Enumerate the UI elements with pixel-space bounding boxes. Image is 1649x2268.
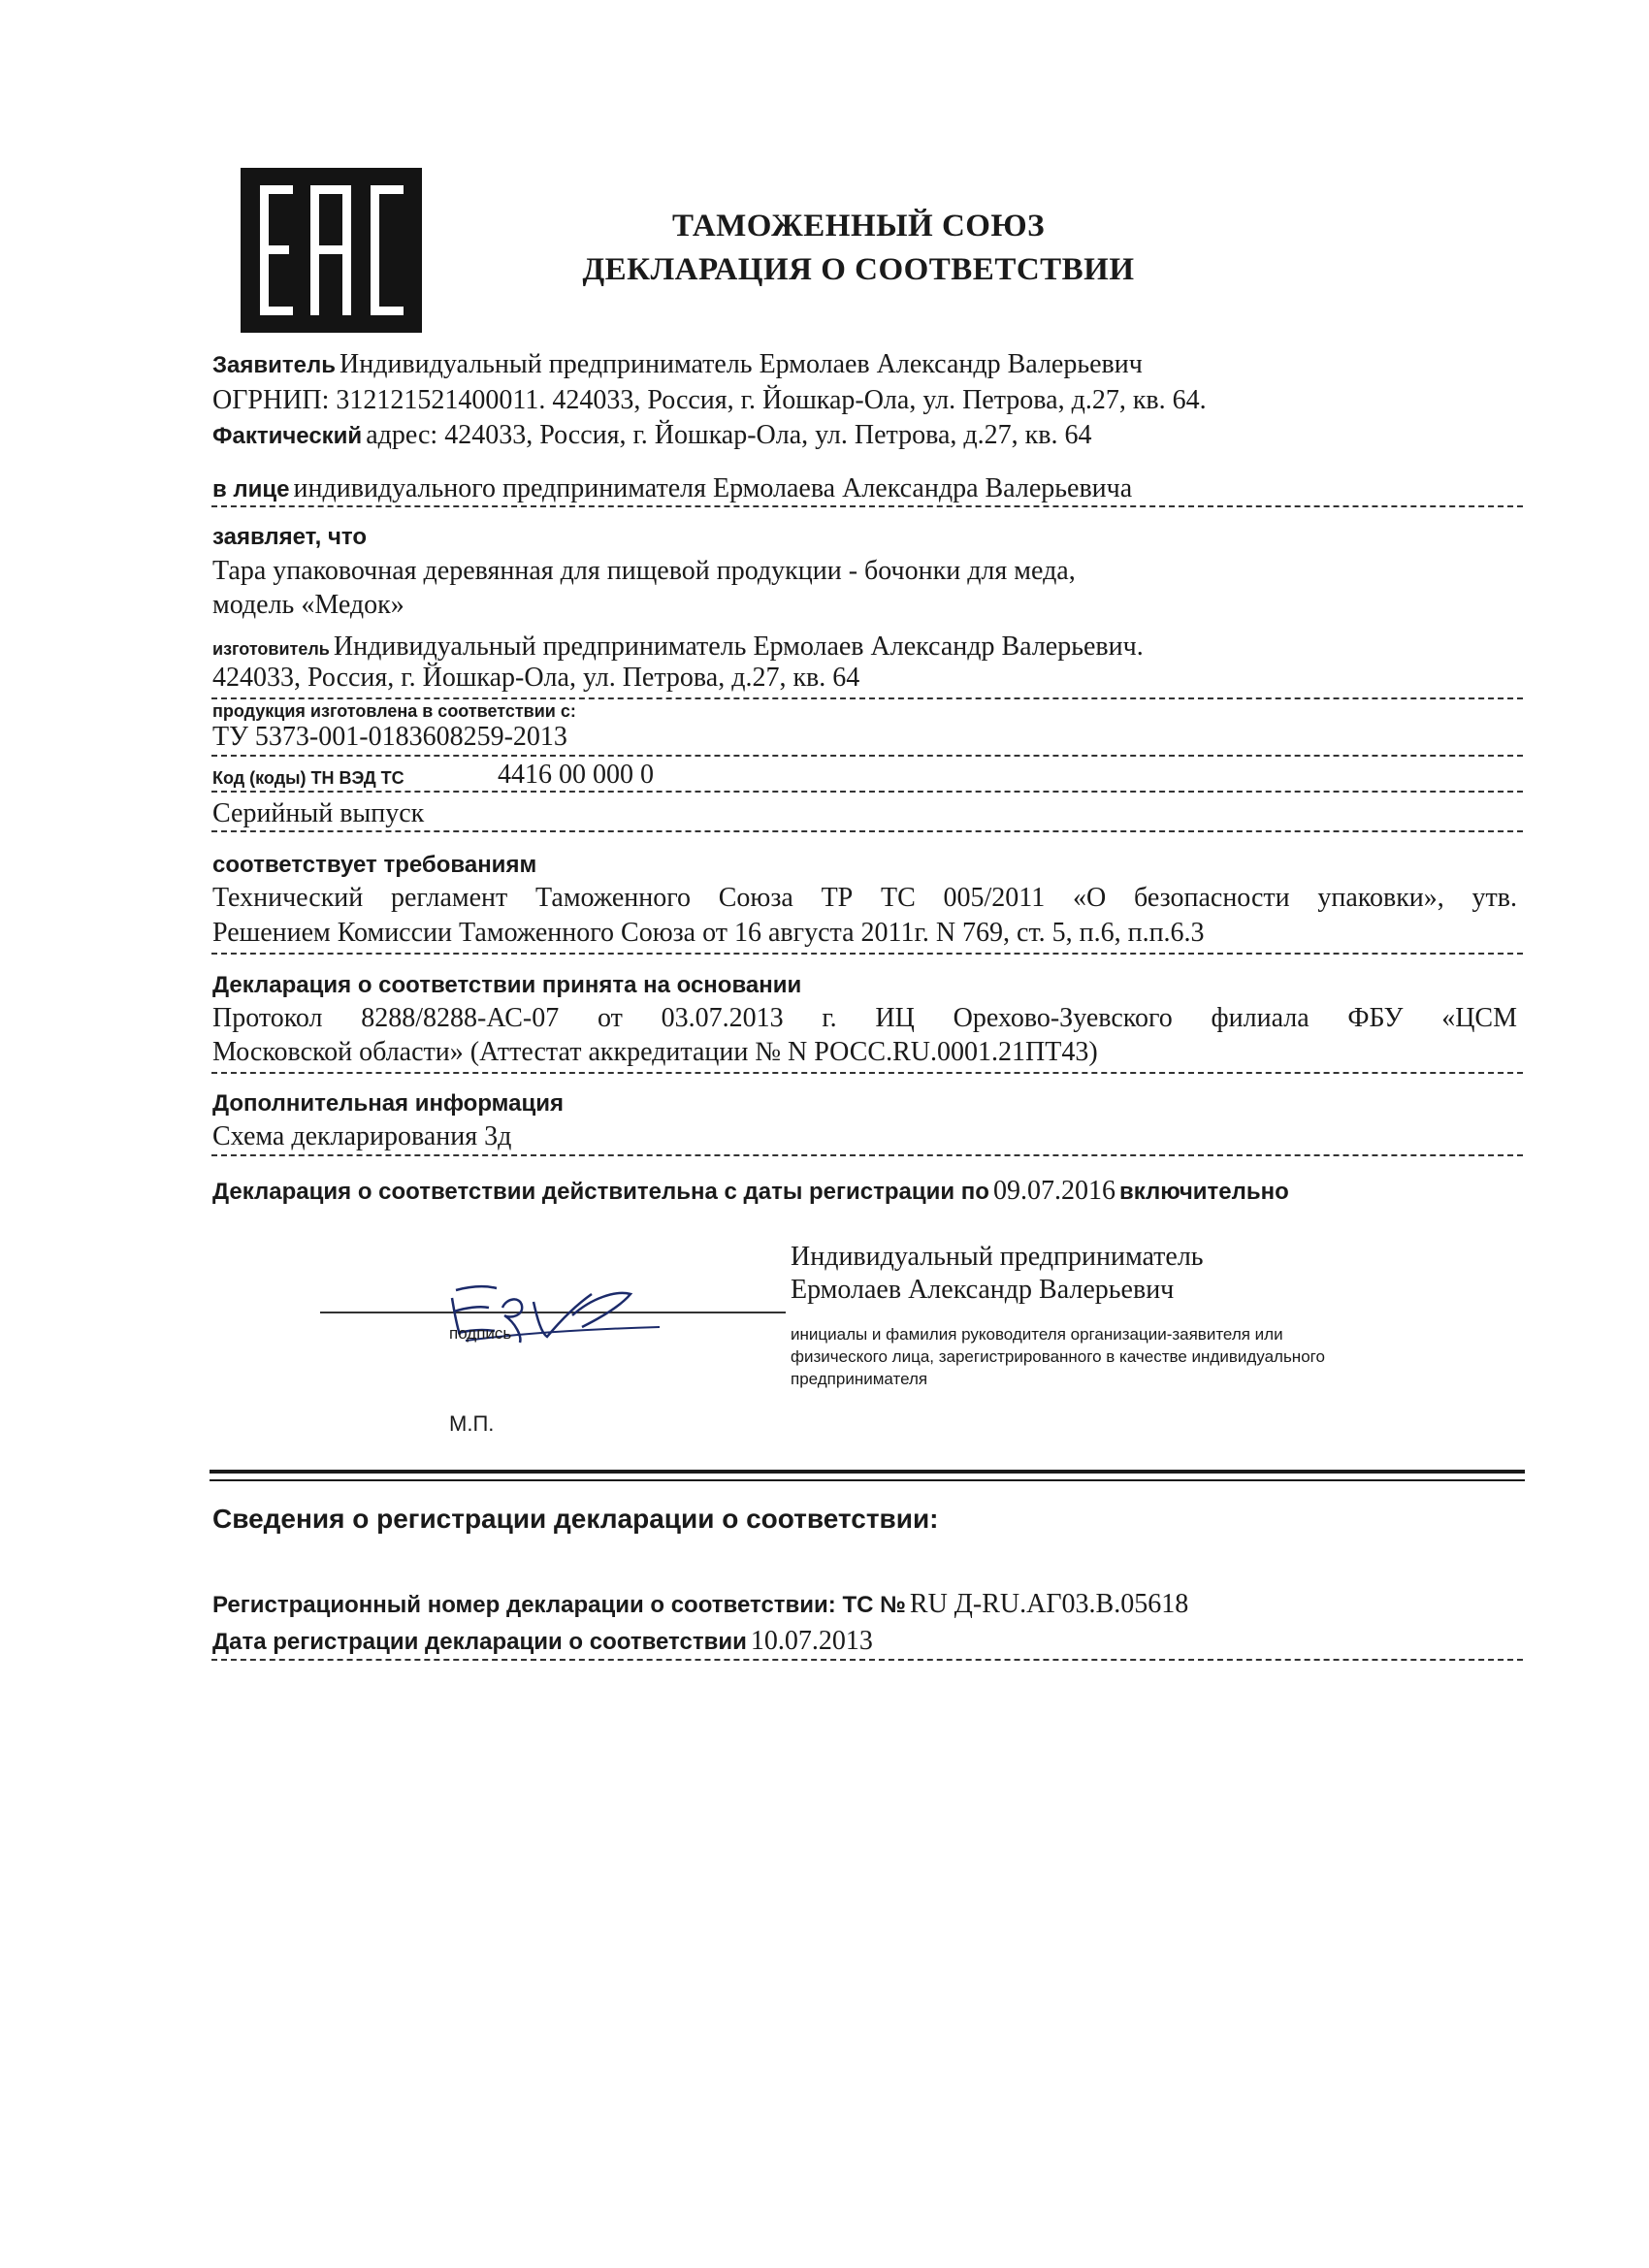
- divider: [211, 791, 1523, 793]
- validity-row: [212, 1176, 1289, 1207]
- serial-value: Серийный выпуск: [212, 798, 425, 828]
- applicant-name: Индивидуальный предприниматель Ермолаев Александр Валерьевич: [340, 349, 1143, 379]
- validity-date: 09.07.2016: [992, 1176, 1116, 1206]
- tnved-value: 4416 00 000 0: [498, 760, 654, 790]
- signer-note-line-2: физического лица, зарегистрированного в качестве индивидуального: [791, 1347, 1325, 1366]
- basis-line-2: Московской области» (Аттестат аккредитации № N РОСС.RU.0001.21ПТ43): [212, 1037, 1098, 1067]
- additional-label: Дополнительная информация: [212, 1090, 564, 1117]
- manufacturer-line-2: 424033, Россия, г. Йошкар-Ола, ул. Петрова, д.27, кв. 64: [212, 663, 860, 693]
- produced-per-label: продукция изготовлена в соответствии с:: [212, 701, 576, 721]
- signature-label: подпись: [449, 1324, 512, 1343]
- validity-prefix: Декларация о соответствии действительна с даты регистрации по: [212, 1179, 989, 1205]
- additional-value: Схема декларирования 3д: [212, 1121, 512, 1151]
- divider: [211, 953, 1523, 955]
- divider: [211, 830, 1523, 832]
- represented-by-value: индивидуального предпринимателя Ермолаева Александра Валерьевича: [293, 473, 1133, 503]
- requirements-label: соответствует требованиям: [212, 852, 537, 878]
- eac-logo: [241, 168, 422, 333]
- validity-suffix: включительно: [1118, 1179, 1289, 1205]
- registration-title: Сведения о регистрации декларации о соответствии:: [212, 1504, 939, 1534]
- applicant-ogrnip: ОГРНИП: 312121521400011. 424033, Россия, г. Йошкар-Ола, ул. Петрова, д.27, кв. 64.: [212, 385, 1207, 415]
- divider: [211, 697, 1523, 699]
- divider: [211, 755, 1523, 757]
- requirements-line-2: Решением Комиссии Таможенного Союза от 16 августа 2011г. N 769, ст. 5, п.6, п.п.6.3: [212, 918, 1205, 948]
- manufacturer-row: [212, 632, 1144, 663]
- represented-by-row: [212, 473, 1132, 504]
- divider: [211, 1154, 1523, 1156]
- signer-note-line-3: предпринимателя: [791, 1370, 928, 1388]
- basis-line-1: Протокол 8288/8288-АС-07 от 03.07.2013 г. ИЦ Орехово-Зуевского филиала ФБУ «ЦСМ: [212, 1003, 1517, 1033]
- represented-by-label: в лице: [212, 476, 290, 502]
- registration-date-label: Дата регистрации декларации о соответствии: [212, 1629, 747, 1655]
- tnved-label: Код (коды) ТН ВЭД ТС: [212, 768, 404, 788]
- registration-number-label: Регистрационный номер декларации о соответствии: ТС №: [212, 1592, 906, 1618]
- actual-address: адрес: 424033, Россия, г. Йошкар-Ола, ул. Петрова, д.27, кв. 64: [366, 420, 1092, 450]
- manufacturer-label: изготовитель: [212, 639, 330, 659]
- actual-address-row: [212, 420, 1091, 451]
- double-rule-top: [210, 1470, 1525, 1474]
- manufacturer-line-1: Индивидуальный предприниматель Ермолаев Александр Валерьевич.: [333, 632, 1144, 662]
- produced-per-value: ТУ 5373-001-0183608259-2013: [212, 722, 567, 752]
- signer-line-1: Индивидуальный предприниматель: [791, 1242, 1204, 1272]
- applicant-label: Заявитель: [212, 352, 336, 378]
- registration-number-value: RU Д-RU.АГ03.В.05618: [909, 1589, 1189, 1619]
- registration-date-row: [212, 1626, 873, 1657]
- header-title: ДЕКЛАРАЦИЯ О СООТВЕТСТВИИ: [582, 252, 1135, 287]
- divider: [211, 1659, 1523, 1661]
- declares-label: заявляет, что: [212, 524, 367, 550]
- header-union: ТАМОЖЕННЫЙ СОЮЗ: [671, 209, 1046, 243]
- signer-note-line-1: инициалы и фамилия руководителя организации-заявителя или: [791, 1325, 1283, 1344]
- requirements-line-1: Технический регламент Таможенного Союза ТР ТС 005/2011 «О безопасности упаковки», утв.: [212, 883, 1517, 913]
- product-line-2: модель «Медок»: [212, 590, 404, 620]
- registration-number-row: [212, 1589, 1188, 1620]
- divider: [211, 505, 1523, 507]
- divider: [211, 1072, 1523, 1074]
- basis-label: Декларация о соответствии принята на основании: [212, 972, 802, 998]
- stamp-label: М.П.: [449, 1411, 495, 1436]
- product-line-1: Тара упаковочная деревянная для пищевой продукции - бочонки для меда,: [212, 556, 1076, 586]
- registration-date-value: 10.07.2013: [750, 1626, 873, 1656]
- actual-address-label: Фактический: [212, 423, 363, 449]
- double-rule-bottom: [210, 1479, 1525, 1481]
- applicant-row: [212, 349, 1143, 380]
- signer-line-2: Ермолаев Александр Валерьевич: [791, 1275, 1175, 1305]
